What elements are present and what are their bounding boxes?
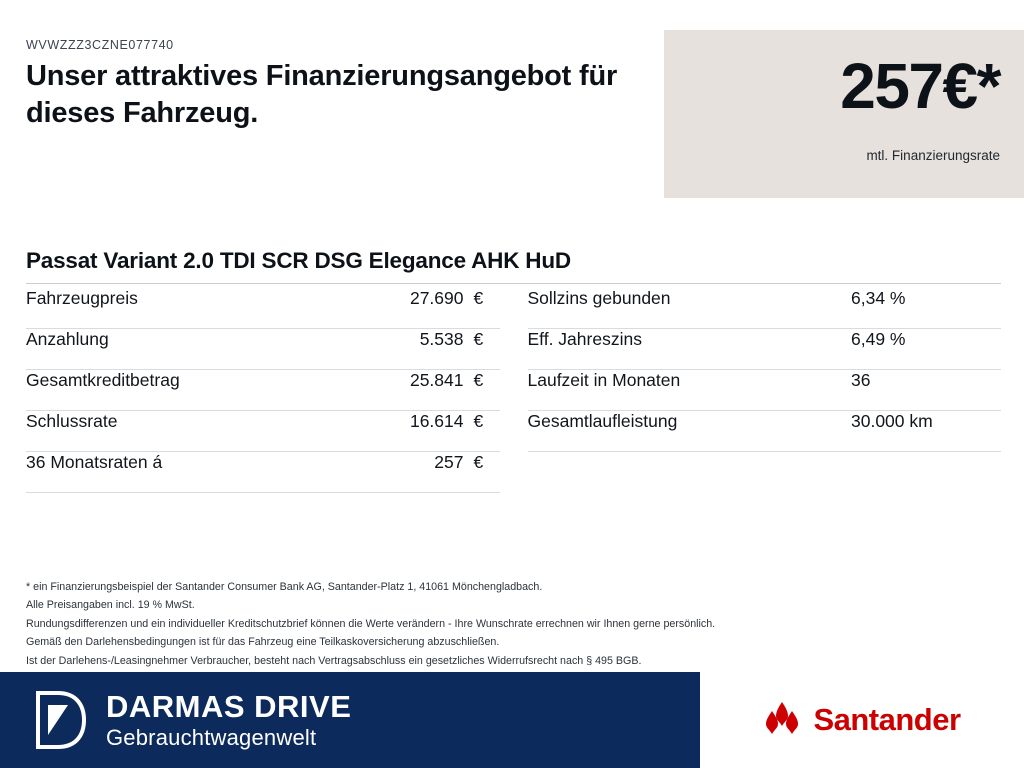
vehicle-vin: WVWZZZ3CZNE077740 bbox=[26, 38, 174, 52]
financing-details bbox=[26, 288, 1001, 493]
spec-unit: € bbox=[473, 329, 484, 349]
legal-line: Alle Preisangaben incl. 19 % MwSt. bbox=[26, 599, 195, 612]
spec-label: Schlussrate bbox=[26, 411, 118, 431]
spec-value: 25.841 bbox=[409, 370, 464, 390]
spec-unit: € bbox=[473, 452, 484, 472]
legal-line: * ein Finanzierungsbeispiel der Santander Consumer Bank AG, Santander-Platz 1, 41061 Mönchengladbach. bbox=[26, 581, 543, 593]
legal-line: Rundungsdifferenzen und ein individueller Kreditschutzbrief können die Werte verändern - Ihre Wunschrate errechnen wir Ihnen gerne persönlich. bbox=[26, 617, 716, 630]
offer-header bbox=[0, 0, 1024, 205]
dealer-tagline: Gebrauchtwagenwelt bbox=[106, 725, 317, 751]
table-row bbox=[528, 452, 1002, 492]
darmas-d-icon bbox=[34, 689, 88, 751]
table-row bbox=[26, 411, 500, 452]
dealer-logo bbox=[34, 689, 351, 751]
dealer-brand-bar bbox=[0, 672, 700, 768]
spec-value: 30.000 km bbox=[851, 411, 933, 431]
legal-line: Ist der Darlehens-/Leasingnehmer Verbraucher, besteht nach Vertragsabschluss ein gesetzliches Widerrufsrecht nach § 495 BGB. bbox=[26, 654, 642, 667]
spec-label: Eff. Jahreszins bbox=[527, 329, 642, 349]
footer bbox=[0, 672, 1024, 768]
table-row bbox=[528, 370, 1002, 411]
spec-value: 5.538 bbox=[419, 329, 464, 349]
legal-line: Gemäß den Darlehensbedingungen ist für das Fahrzeug eine Teilkaskoversicherung abzuschließen. bbox=[26, 636, 500, 649]
spec-value: 257 bbox=[434, 452, 464, 472]
dealer-name-block bbox=[106, 690, 351, 750]
table-row bbox=[26, 370, 500, 411]
spec-label: Gesamtlaufleistung bbox=[527, 411, 678, 431]
spec-label: 36 Monatsraten á bbox=[26, 452, 163, 472]
spec-value: 36 bbox=[851, 370, 871, 390]
spec-unit: € bbox=[473, 288, 484, 308]
table-row bbox=[26, 452, 500, 493]
spec-value: 16.614 bbox=[409, 411, 464, 431]
legal-disclaimer bbox=[26, 578, 926, 670]
table-row bbox=[26, 329, 500, 370]
santander-flame-icon bbox=[763, 699, 801, 742]
partner-bank-bar bbox=[700, 672, 1024, 768]
table-row bbox=[26, 288, 500, 329]
spec-label: Fahrzeugpreis bbox=[26, 288, 138, 308]
monthly-rate-amount: 257€* bbox=[840, 50, 1000, 122]
page-title: Unser attraktives Finanzierungsangebot für dieses Fahrzeug. bbox=[26, 60, 618, 129]
spec-label: Anzahlung bbox=[26, 329, 109, 349]
spec-label: Laufzeit in Monaten bbox=[527, 370, 681, 390]
vehicle-title: Passat Variant 2.0 TDI SCR DSG Elegance AHK HuD bbox=[26, 248, 1001, 284]
monthly-rate-box bbox=[664, 30, 1024, 198]
table-row bbox=[528, 411, 1002, 452]
spec-column-right bbox=[528, 288, 1002, 493]
spec-value: 6,49 % bbox=[851, 329, 906, 349]
spec-unit: € bbox=[473, 370, 484, 390]
santander-wordmark: Santander bbox=[813, 702, 961, 737]
spec-unit: € bbox=[473, 411, 484, 431]
spec-label: Sollzins gebunden bbox=[527, 288, 671, 308]
dealer-name: DARMAS DRIVE bbox=[106, 688, 352, 724]
santander-logo bbox=[763, 699, 960, 742]
monthly-rate-caption: mtl. Finanzierungsrate bbox=[866, 148, 1000, 163]
spec-value: 27.690 bbox=[409, 288, 464, 308]
table-row bbox=[528, 288, 1002, 329]
spec-column-left bbox=[26, 288, 500, 493]
spec-value: 6,34 % bbox=[851, 288, 906, 308]
table-row bbox=[528, 329, 1002, 370]
spec-label: Gesamtkreditbetrag bbox=[26, 370, 180, 390]
